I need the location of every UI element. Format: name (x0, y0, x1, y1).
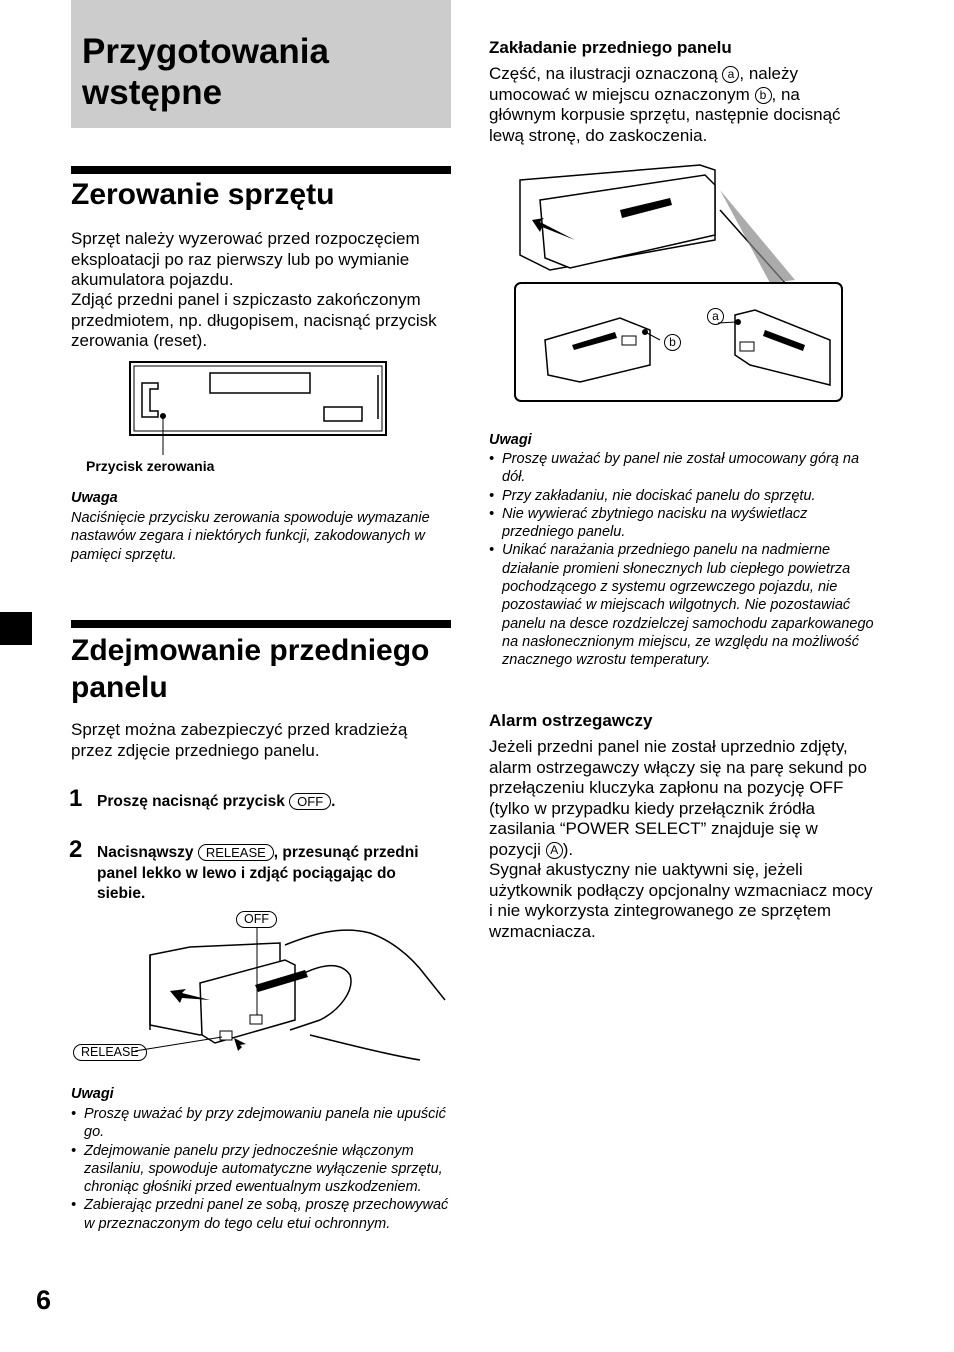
step-2-number: 2 (69, 836, 83, 863)
fig-release-label: RELEASE (73, 1044, 147, 1061)
reset-text-1: Sprzęt należy wyzerować przed rozpoczęciem eksploatacji po raz pierwszy lub po wymianie akumulatora pojazdu. (71, 229, 420, 289)
attach-note-4: • Unikać narażania przedniego panelu na nadmierne działanie promieni słonecznych lub ciepłego powietrza pochodzącego z systemu ogrzewczego pojazdu, nie pozostawiać w miejscach wilgotnych. Nie pozostawiać panelu na desce rozdzielczej samochodu zaparkowanego na nasłonecznionym miejscu, ze względu na możliwość znacznego wzrostu temperatury. (489, 541, 874, 669)
step-2-label-pre: Nacisnąwszy (97, 844, 194, 861)
removal-note-2: • Zdejmowanie panelu przy jednocześnie włączonym zasilaniu, spowoduje automatyczne wyłączenie sprzętu, chroniąc głośniki przed ewentualnym uszkodzeniem. (71, 1142, 453, 1197)
off-key-label: OFF (289, 793, 331, 810)
step-1-text (97, 792, 437, 813)
reset-illustration (120, 355, 400, 470)
removal-heading: Zdejmowanie przedniego panelu (71, 634, 430, 704)
removal-notes-title: Uwagi (71, 1086, 114, 1102)
section-rule (71, 620, 451, 628)
removal-note-3: • Zabierając przedni panel ze sobą, proszę przechowywać w przeznaczonym do tego celu etui ochronnym. (71, 1196, 453, 1233)
mark-a: a (722, 66, 739, 83)
section-header-title: Przygotowania wstępne (82, 32, 329, 112)
alarm-heading: Alarm ostrzegawczy (489, 711, 653, 730)
section-rule (71, 166, 451, 174)
reset-heading: Zerowanie sprzętu (71, 178, 335, 211)
mark-b: b (755, 87, 772, 104)
fig-mark-a: a (707, 308, 724, 325)
attach-note-2: • Przy zakładaniu, nie dociskać panelu do sprzętu. (489, 487, 874, 505)
attach-text-2: , należy umocować w miejscu oznaczonym (489, 64, 798, 104)
alarm-text-2: Sygnał akustyczny nie uaktywni się, jeżeli użytkownik podłączy opcjonalny wzmacniacz mocy i nie wykorzysta zintegrowanego ze sprzętem wzmacniacza. (489, 860, 873, 941)
side-tab-marker (0, 612, 32, 645)
step-1-label: Proszę nacisnąć przycisk (97, 793, 285, 810)
step-1-number: 1 (69, 785, 83, 812)
attach-note-1: • Proszę uważać by panel nie został umocowany górą na dół. (489, 450, 874, 487)
removal-note-1: • Proszę uważać by przy zdejmowaniu panela nie upuścić go. (71, 1105, 453, 1142)
step-1-end: . (331, 793, 336, 810)
attach-notes-list (489, 450, 874, 670)
removal-intro: Sprzęt można zabezpieczyć przed kradzieżą przez zdjęcie przedniego panelu. (71, 720, 408, 760)
reset-button-caption: Przycisk zerowania (86, 458, 215, 474)
fig-off-label: OFF (236, 911, 277, 928)
attach-heading: Zakładanie przedniego panelu (489, 38, 732, 57)
reset-note-text: Naciśnięcie przycisku zerowania spowoduje wymazanie nastawów zegara i niektórych funkcji, zakodowanych w pamięci sprzętu. (71, 510, 430, 563)
reset-text-2: Zdjąć przedni panel i szpiczasto zakończonym przedmiotem, np. długopisem, nacisnąć przycisk zerowania (reset). (71, 290, 437, 350)
attach-text-1: Część, na ilustracji oznaczoną (489, 64, 718, 83)
mark-A: A (546, 842, 563, 859)
release-key-label: RELEASE (198, 844, 274, 861)
alarm-text-1a: Jeżeli przedni panel nie został uprzednio zdjęty, alarm ostrzegawczy włączy się na parę sekund po przełączeniu kluczyka zapłonu na pozycję OFF (tylko w przypadku kiedy przełącznik źródła zasilania “POWER SELECT” znajduje się w pozycji (489, 737, 867, 859)
step-2-label: , przesunąć przedni panel lekko w lewo i zdjąć pociągając do siebie. (97, 844, 419, 902)
fig-mark-b: b (664, 334, 681, 351)
page-number: 6 (36, 1285, 52, 1315)
attach-note-3: • Nie wywierać zbytniego nacisku na wyświetlacz przedniego panelu. (489, 505, 874, 542)
attach-text (489, 64, 869, 146)
alarm-text-1b: ). (562, 839, 574, 859)
alarm-text-1 (489, 737, 874, 860)
attach-text-3: , na głównym korpusie sprzętu, następnie docisnąć lewą stronę, do zaskoczenia. (489, 84, 841, 145)
attach-notes-title: Uwagi (489, 432, 532, 448)
step-2-text (97, 843, 437, 905)
removal-notes-list (71, 1105, 453, 1233)
reset-note-title: Uwaga (71, 490, 118, 506)
attach-illustration (510, 150, 850, 405)
